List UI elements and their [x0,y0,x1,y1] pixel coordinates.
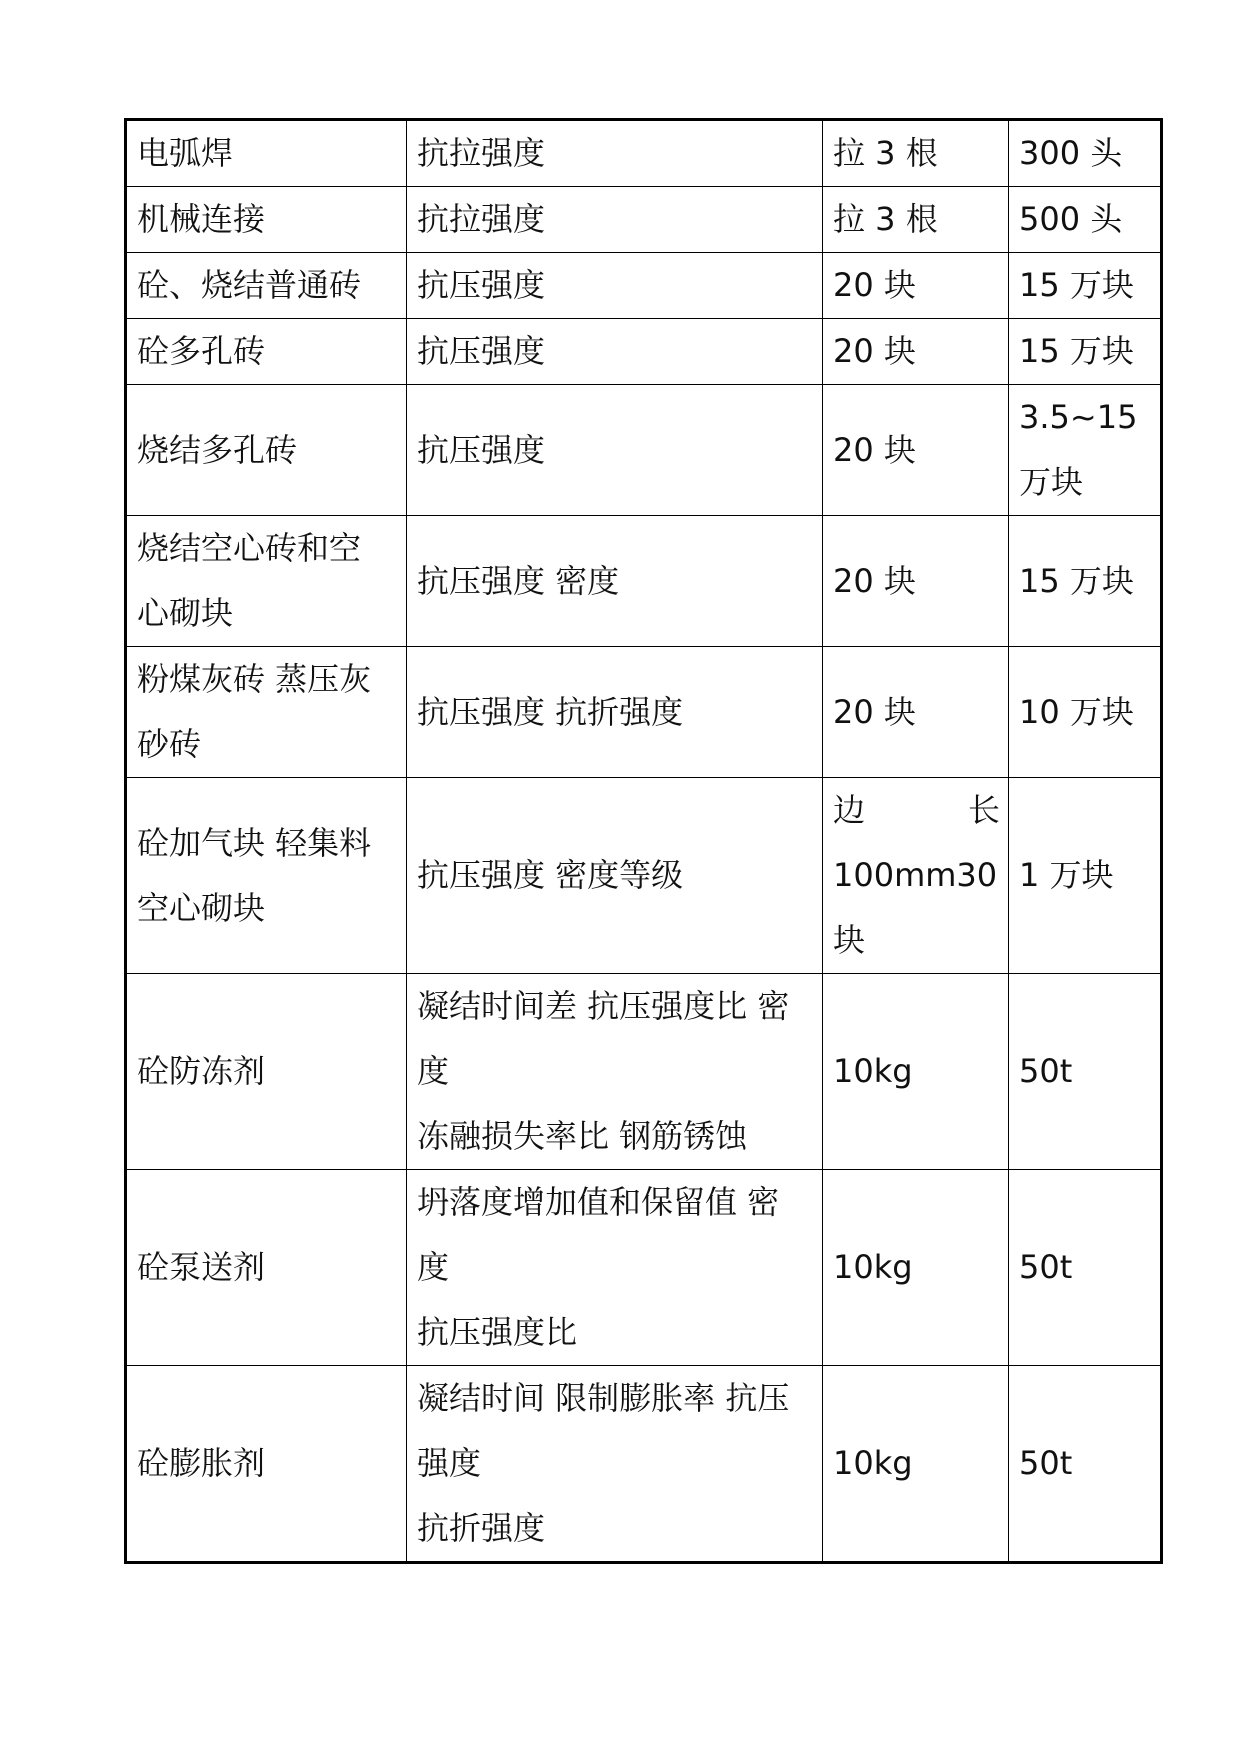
item-cell: 电弧焊 [126,120,407,187]
test-items-cell: 抗压强度 抗折强度 [407,647,823,778]
table-row [126,120,1162,187]
test-items-cell: 抗拉强度 [407,187,823,253]
sample-quantity-cell: 10kg [823,1170,1009,1366]
table-row [126,253,1162,319]
sampling-table [124,118,1163,1564]
sample-quantity-cell: 20 块 [823,253,1009,319]
test-items-cell: 抗压强度 [407,385,823,516]
batch-size-cell: 15 万块 [1009,516,1162,647]
sample-quantity-cell: 20 块 [823,647,1009,778]
item-cell: 烧结空心砖和空 心砌块 [126,516,407,647]
item-cell: 砼膨胀剂 [126,1366,407,1563]
table-row [126,647,1162,778]
item-cell: 砼、烧结普通砖 [126,253,407,319]
sample-quantity-cell: 10kg [823,974,1009,1170]
table-row [126,778,1162,974]
batch-size-cell: 1 万块 [1009,778,1162,974]
table-row [126,319,1162,385]
sample-quantity-cell: 拉 3 根 [823,120,1009,187]
sample-quantity-cell: 20 块 [823,385,1009,516]
item-cell: 烧结多孔砖 [126,385,407,516]
batch-size-cell: 50t [1009,1366,1162,1563]
test-items-cell: 抗压强度 [407,319,823,385]
table-row [126,385,1162,516]
batch-size-cell: 50t [1009,1170,1162,1366]
test-items-cell: 抗压强度 密度 [407,516,823,647]
item-cell: 砼防冻剂 [126,974,407,1170]
table-row [126,1170,1162,1366]
batch-size-cell: 50t [1009,974,1162,1170]
test-items-cell: 凝结时间 限制膨胀率 抗压 强度 抗折强度 [407,1366,823,1563]
test-items-cell: 抗拉强度 [407,120,823,187]
test-items-cell: 坍落度增加值和保留值 密 度 抗压强度比 [407,1170,823,1366]
batch-size-cell: 500 头 [1009,187,1162,253]
table-row [126,187,1162,253]
sample-quantity-cell: 20 块 [823,516,1009,647]
batch-size-cell: 15 万块 [1009,319,1162,385]
sample-quantity-cell: 10kg [823,1366,1009,1563]
test-items-cell: 凝结时间差 抗压强度比 密 度 冻融损失率比 钢筋锈蚀 [407,974,823,1170]
sample-quantity-cell: 20 块 [823,319,1009,385]
test-items-cell: 抗压强度 密度等级 [407,778,823,974]
item-cell: 砼加气块 轻集料 空心砌块 [126,778,407,974]
batch-size-cell: 300 头 [1009,120,1162,187]
table-row [126,516,1162,647]
batch-size-cell: 3.5~15 万块 [1009,385,1162,516]
item-cell: 粉煤灰砖 蒸压灰 砂砖 [126,647,407,778]
sample-quantity-cell: 边长 100mm30 块 [823,778,1009,974]
sample-quantity-cell: 拉 3 根 [823,187,1009,253]
table-row [126,974,1162,1170]
item-cell: 砼多孔砖 [126,319,407,385]
document-page [124,118,1160,1564]
test-items-cell: 抗压强度 [407,253,823,319]
batch-size-cell: 15 万块 [1009,253,1162,319]
item-cell: 机械连接 [126,187,407,253]
item-cell: 砼泵送剂 [126,1170,407,1366]
table-row [126,1366,1162,1563]
batch-size-cell: 10 万块 [1009,647,1162,778]
